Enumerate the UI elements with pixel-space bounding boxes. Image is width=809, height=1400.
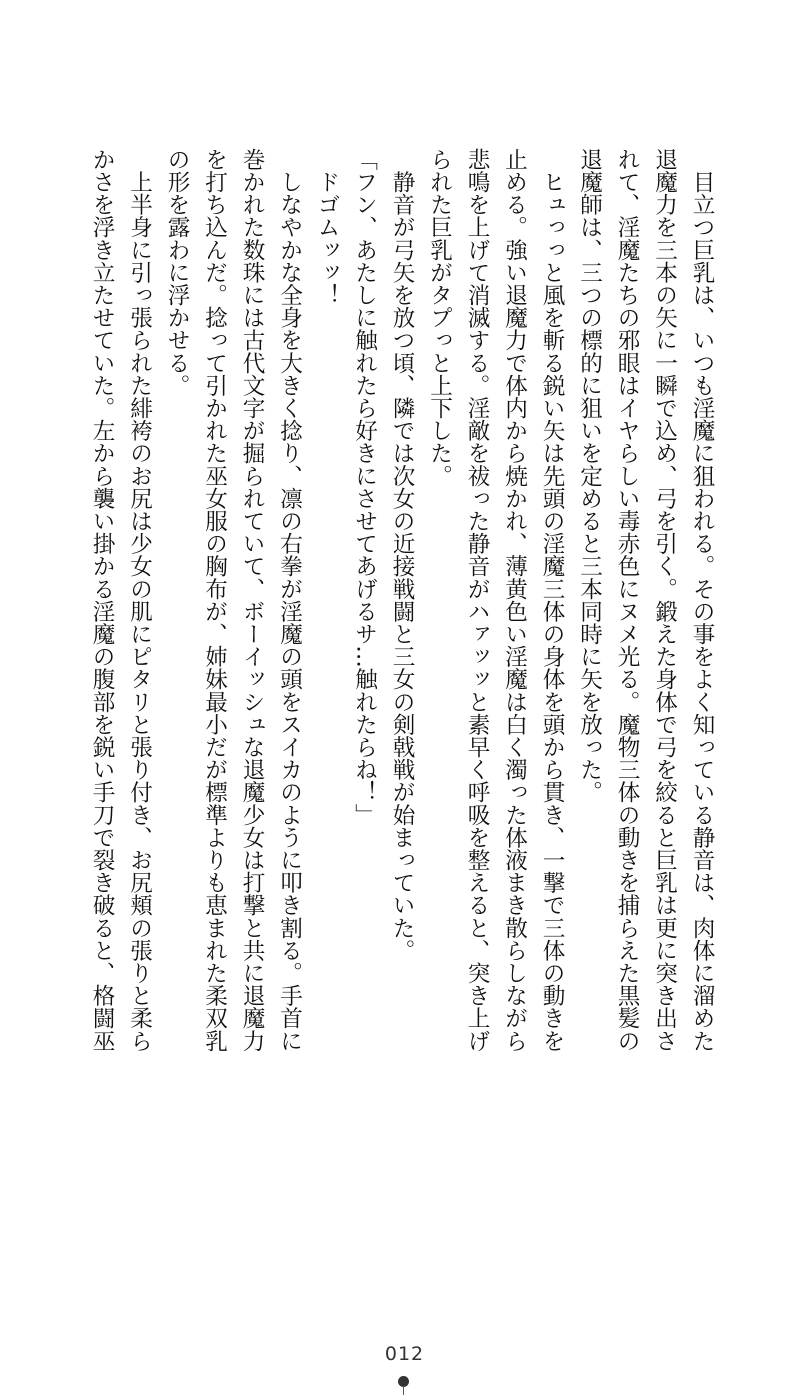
text-column: 悲鳴を上げて消滅する。淫敵を祓った静音がハァッッと素早く呼吸を整えると、突き上げ xyxy=(464,148,490,1052)
text-column: 「フン、あたしに触れたら好きにさせてあげるサ…触れたらね！」 xyxy=(351,148,378,826)
page-number: 012 xyxy=(384,1343,425,1365)
text-column: ヒュっっと風を斬る鋭い矢は先頭の淫魔三体の身体を頭から貫き、一撃で三体の動きを xyxy=(539,148,565,1052)
text-column: を打ち込んだ。捻って引かれた巫女服の胸布が、姉妹最小だが標準よりも恵まれた柔双乳 xyxy=(201,148,228,1052)
text-column: 退魔力を三本の矢に一瞬で込め、弓を引く。鍛えた身体で弓を絞ると巨乳は更に突き出さ xyxy=(651,148,678,1052)
text-column: かさを浮き立たせていた。左から襲い掛かる淫魔の腹部を鋭い手刀で裂き破ると、格闘巫 xyxy=(89,148,115,1052)
text-column: 退魔師は、三つの標的に狙いを定めると三本同時に矢を放った。 xyxy=(576,148,603,804)
text-column: られた巨乳がタプっと上下した。 xyxy=(426,148,453,487)
page-marker-dot xyxy=(398,1376,409,1387)
text-column: 目立つ巨乳は、いつも淫魔に狙われる。その事をよく知っている静音は、肉体に溜めた xyxy=(689,148,715,1052)
text-column: の形を露わに浮かせる。 xyxy=(164,148,190,397)
text-column: ドゴムッッ！ xyxy=(314,148,340,307)
text-column: 静音が弓矢を放つ頃、隣では次女の近接戦闘と三女の剣戟戦が始まっていた。 xyxy=(389,148,415,962)
text-column: 上半身に引っ張られた緋袴のお尻は少女の肌にピタリと張り付き、お尻頬の張りと柔ら xyxy=(126,148,153,1052)
text-column: 止める。強い退魔力で体内から焼かれ、薄黄色い淫魔は白く濁った体液まき散らしながら xyxy=(501,148,528,1052)
text-column: 巻かれた数珠には古代文字が掘られていて、ボーイッシュな退魔少女は打撃と共に退魔力 xyxy=(239,148,265,1052)
text-column: れて、淫魔たちの邪眼はイヤらしい毒赤色にヌメ光る。魔物三体の動きを捕らえた黒髪の xyxy=(614,148,640,1052)
body-text xyxy=(82,148,720,1068)
text-column: しなやかな全身を大きく捻り、凛の右拳が淫魔の頭をスイカのように叩き割る。手首に xyxy=(276,148,303,1052)
